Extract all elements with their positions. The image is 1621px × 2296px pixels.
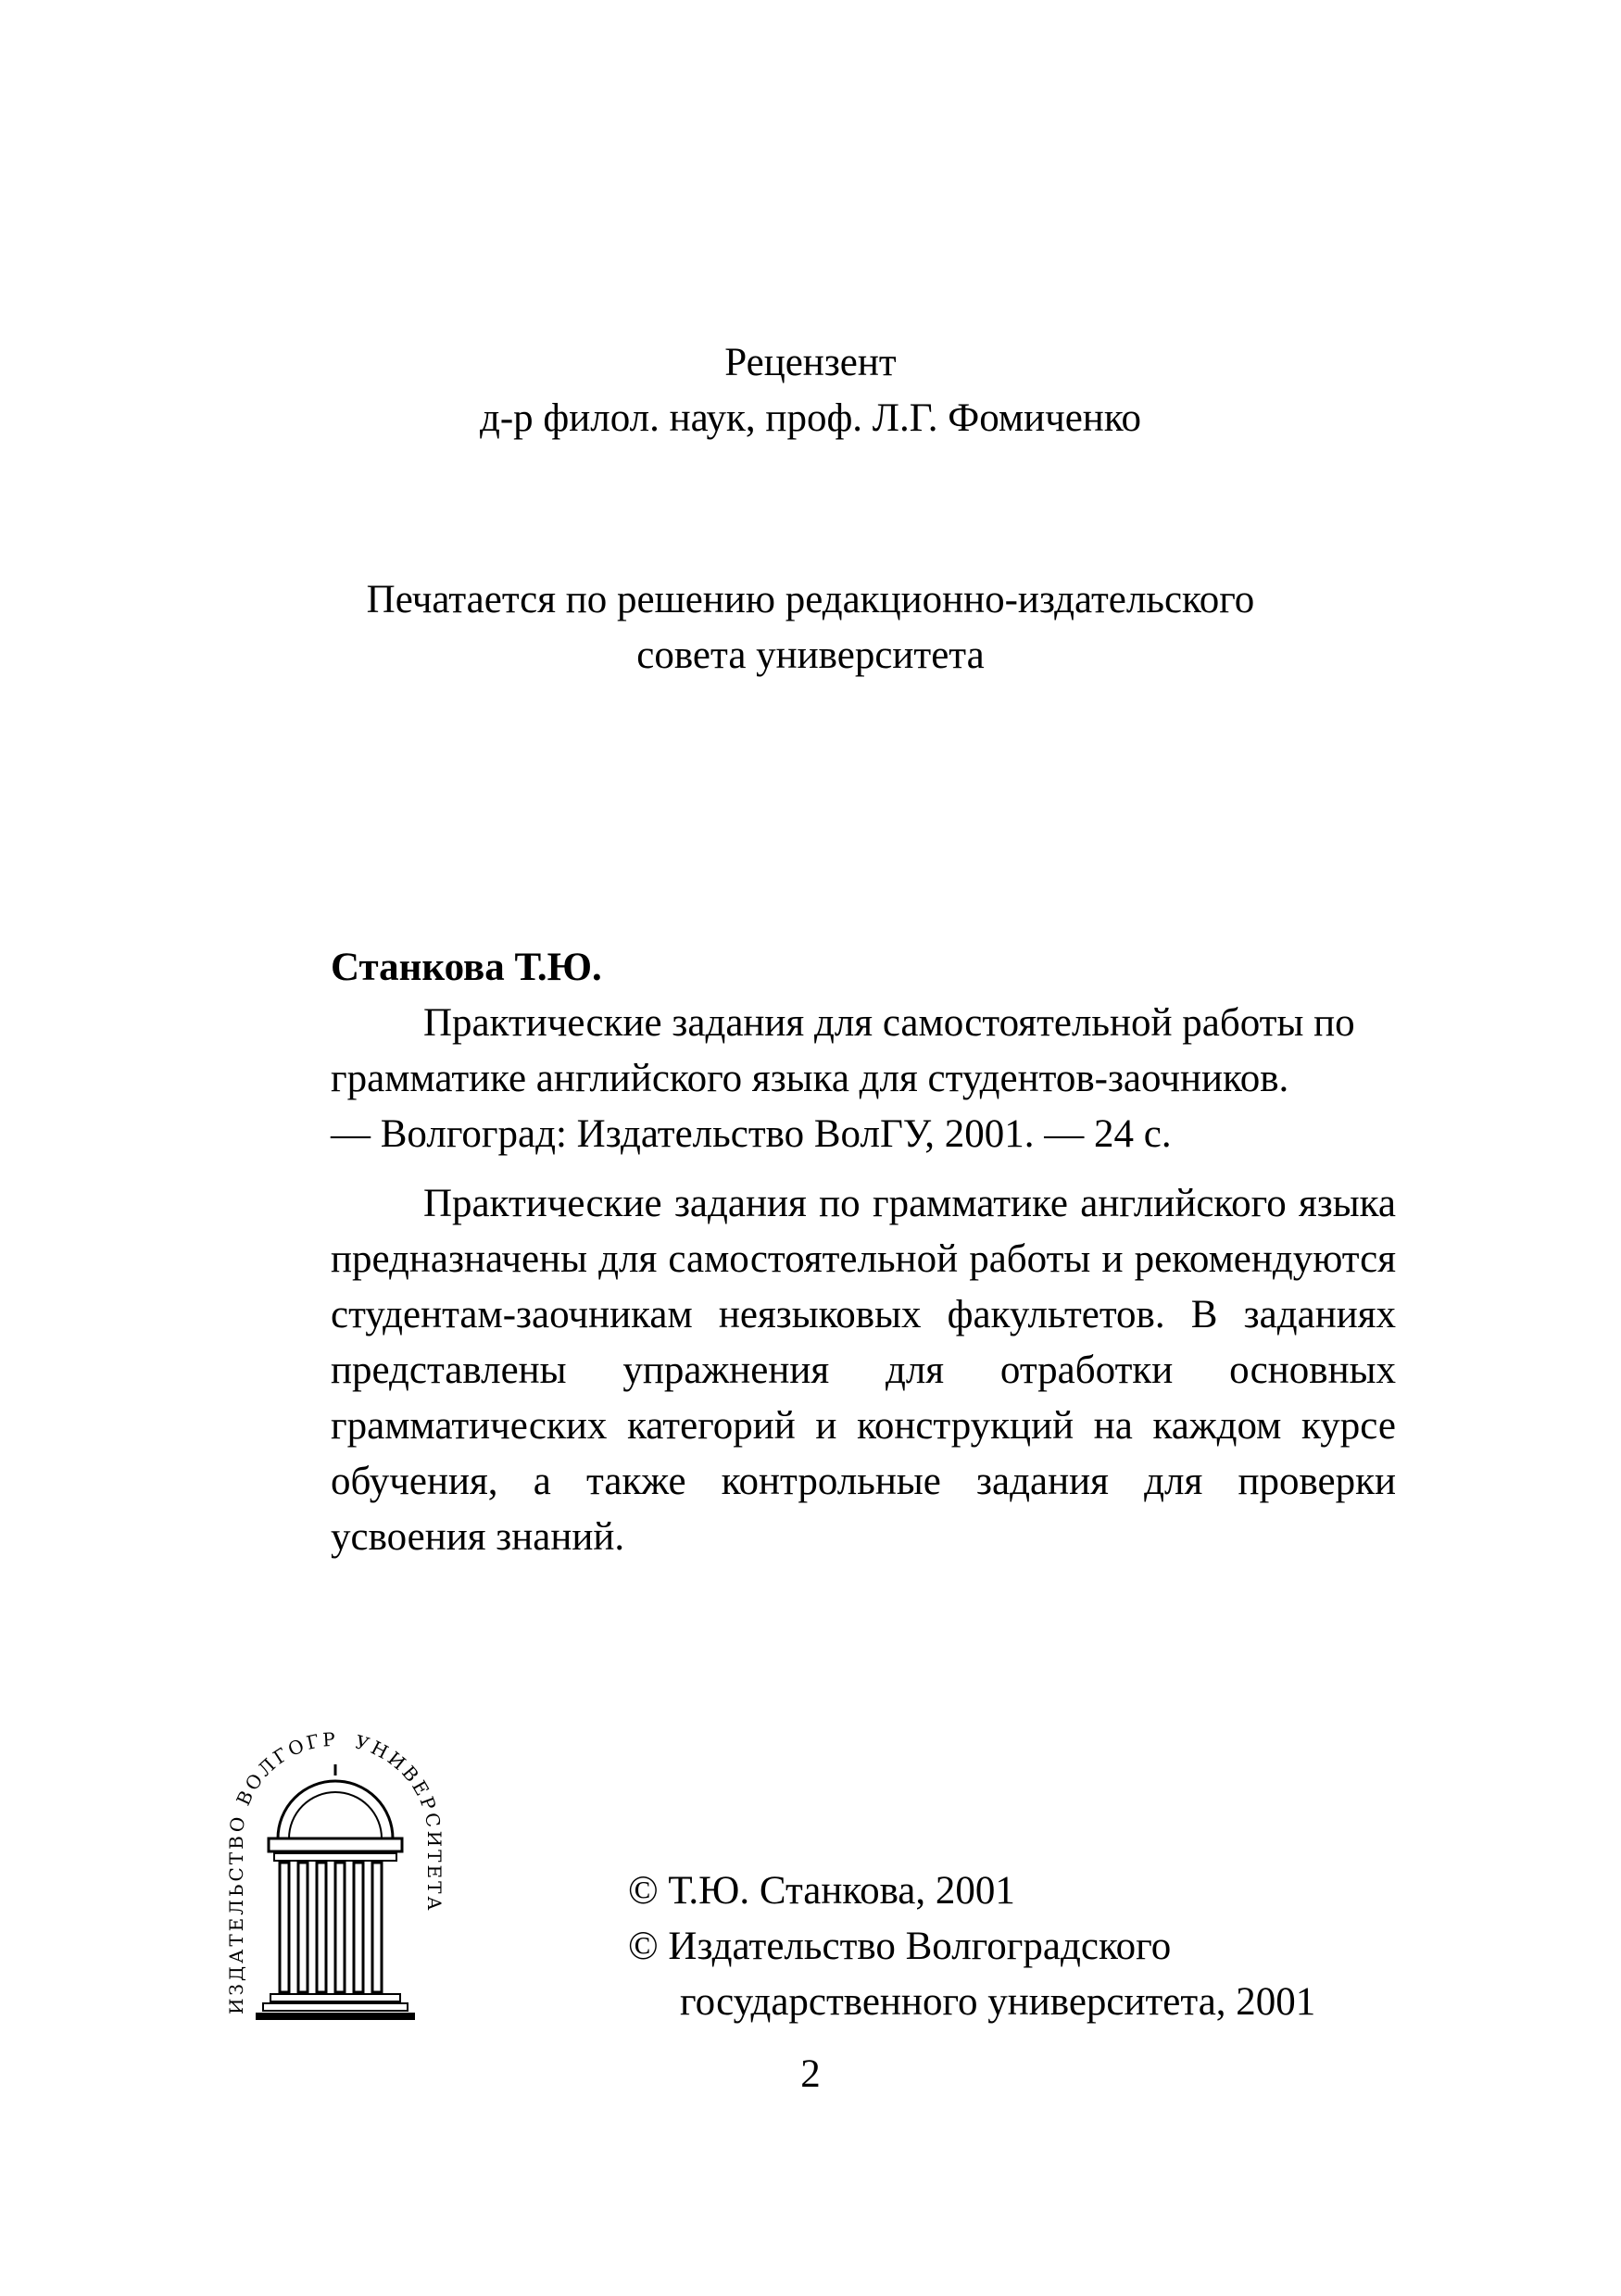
biblio-line-1: Практические задания для самостоятельной работы по bbox=[423, 1001, 1355, 1045]
logo-arc-left-text: ИЗДАТЕЛЬСТВО ВОЛГОГР bbox=[224, 1727, 339, 2014]
reviewer-title: Рецензент bbox=[724, 341, 897, 384]
rotunda-logo-icon bbox=[206, 1700, 465, 2042]
bibliographic-entry bbox=[331, 940, 1396, 1162]
author-name: Станкова Т.Ю. bbox=[331, 946, 602, 989]
reviewer-block bbox=[0, 335, 1621, 446]
reviewer-name: д-р филол. наук, проф. Л.Г. Фомиченко bbox=[479, 396, 1142, 440]
approval-block bbox=[0, 572, 1621, 684]
svg-text:УНИВЕРСИТЕТА bbox=[353, 1730, 446, 1913]
biblio-line-3: — Волгоград: Издательство ВолГУ, 2001. — 24 с. bbox=[331, 1112, 1172, 1156]
copyright-block bbox=[628, 1863, 1462, 2030]
copyright-line-2: © Издательство Волгоградского bbox=[628, 1925, 1172, 1968]
logo-arc-right-text: УНИВЕРСИТЕТА bbox=[352, 1730, 446, 1913]
abstract-paragraph: Практические задания по грамматике английского языка предназначены для самостоятельной работы и рекомендуются студентам-заочникам неязыковых факультетов. В заданиях представлены упражнения для отработки основных грамматических категорий и конструкций на каждом курсе обучения, а также контрольные задания для проверки усвоения знаний. bbox=[331, 1182, 1396, 1559]
copyright-line-3: государственного университета, 2001 bbox=[680, 1980, 1316, 2024]
approval-line-1: Печатается по решению редакционно-издательского bbox=[366, 578, 1255, 621]
biblio-line-2: грамматике английского языка для студентов-заочников. bbox=[331, 1057, 1289, 1100]
approval-line-2: совета университета bbox=[636, 634, 985, 677]
page-number: 2 bbox=[800, 2052, 821, 2096]
publisher-logo bbox=[206, 1700, 465, 2042]
svg-text:ИЗДАТЕЛЬСТВО ВОЛГОГРАДСКОГО bbox=[206, 1700, 338, 2014]
copyright-line-1: © Т.Ю. Станкова, 2001 bbox=[628, 1869, 1015, 1913]
